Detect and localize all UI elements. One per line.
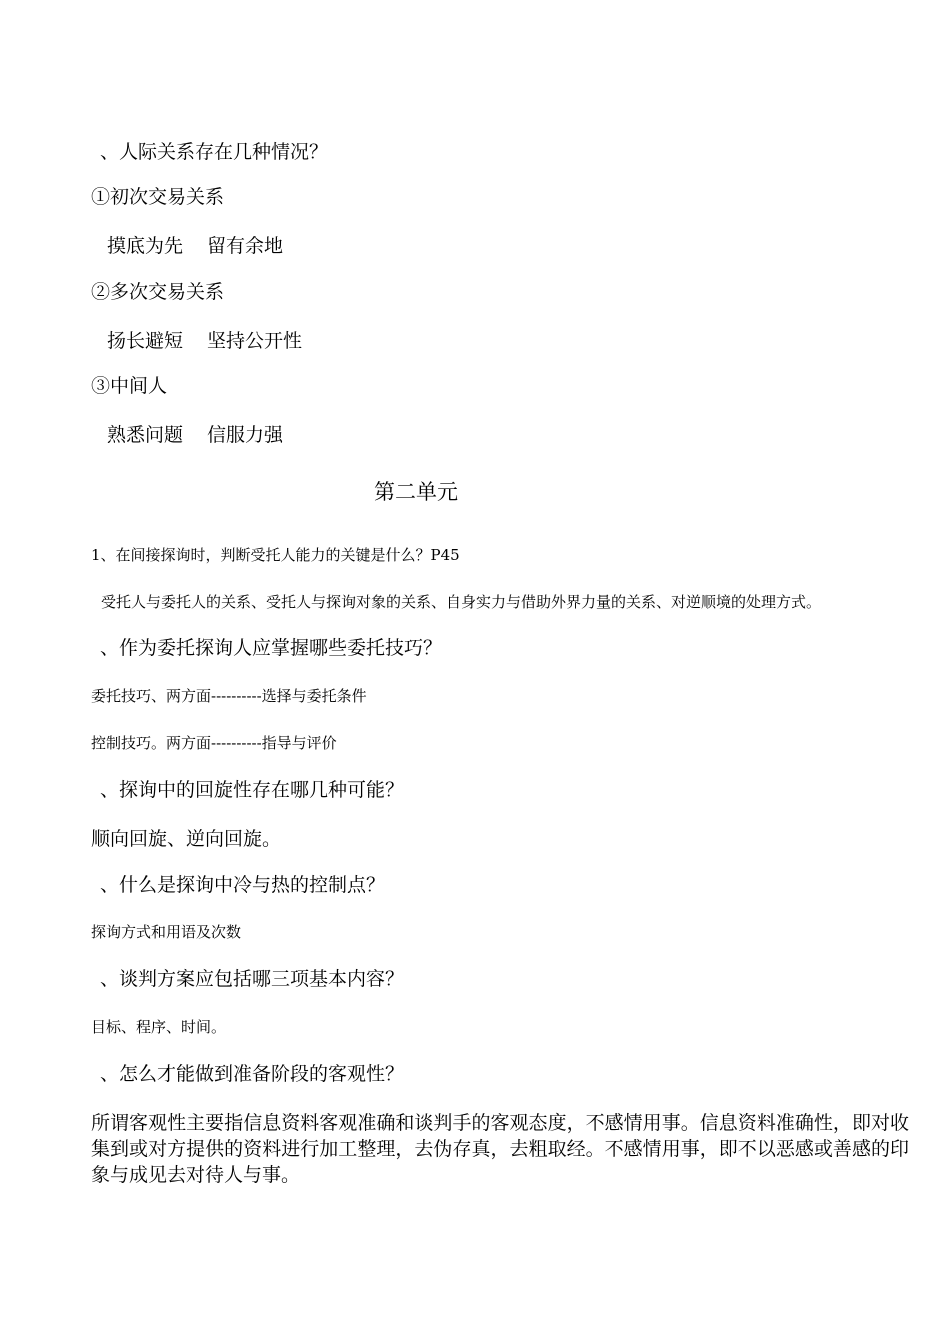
question-3: 、探询中的回旋性存在哪几种可能？ <box>100 779 405 801</box>
question-relations: 、人际关系存在几种情况？ <box>100 141 329 163</box>
section-heading: 第二单元 <box>374 480 458 504</box>
point-text: 摸底为先 <box>107 235 184 257</box>
point-text: 熟悉问题 <box>107 424 184 446</box>
answer-4: 探询方式和用语及次数 <box>91 923 242 941</box>
item-multiple-transaction-points <box>107 332 302 351</box>
point-text: 留有余地 <box>207 235 284 257</box>
point-text: 信服力强 <box>207 424 284 446</box>
item-first-transaction: ①初次交易关系 <box>91 186 225 208</box>
point-text: 扬长避短 <box>107 330 184 352</box>
answer-3: 顺向回旋、逆向回旋。 <box>91 828 282 850</box>
point-text: 坚持公开性 <box>207 330 303 352</box>
question-2: 、作为委托探询人应掌握哪些委托技巧？ <box>100 637 443 659</box>
answer-5: 目标、程序、时间。 <box>91 1018 227 1036</box>
question-1: 1、在间接探询时，判断受托人能力的关键是什么？P45 <box>91 546 460 564</box>
item-first-transaction-points <box>107 237 283 256</box>
answer-2-line-2: 控制技巧。两方面----------指导与评价 <box>91 734 337 752</box>
question-4: 、什么是探询中冷与热的控制点？ <box>100 874 386 896</box>
question-5: 、谈判方案应包括哪三项基本内容？ <box>100 968 405 990</box>
item-intermediary: ③中间人 <box>91 375 168 397</box>
answer-6-paragraph: 所谓客观性主要指信息资料客观准确和谈判手的客观态度，不感情用事。信息资料准确性，即对收集到或对方提供的资料进行加工整理，去伪存真，去粗取经。不感情用事，即不以恶感或善感的印象与成见去对待人与事。 <box>91 1112 909 1186</box>
item-multiple-transaction: ②多次交易关系 <box>91 281 225 303</box>
question-6: 、怎么才能做到准备阶段的客观性？ <box>100 1063 405 1085</box>
answer-1: 受托人与委托人的关系、受托人与探询对象的关系、自身实力与借助外界力量的关系、对逆顺境的处理方式。 <box>101 593 822 611</box>
item-intermediary-points <box>107 426 283 445</box>
answer-2-line-1: 委托技巧、两方面----------选择与委托条件 <box>91 687 367 705</box>
